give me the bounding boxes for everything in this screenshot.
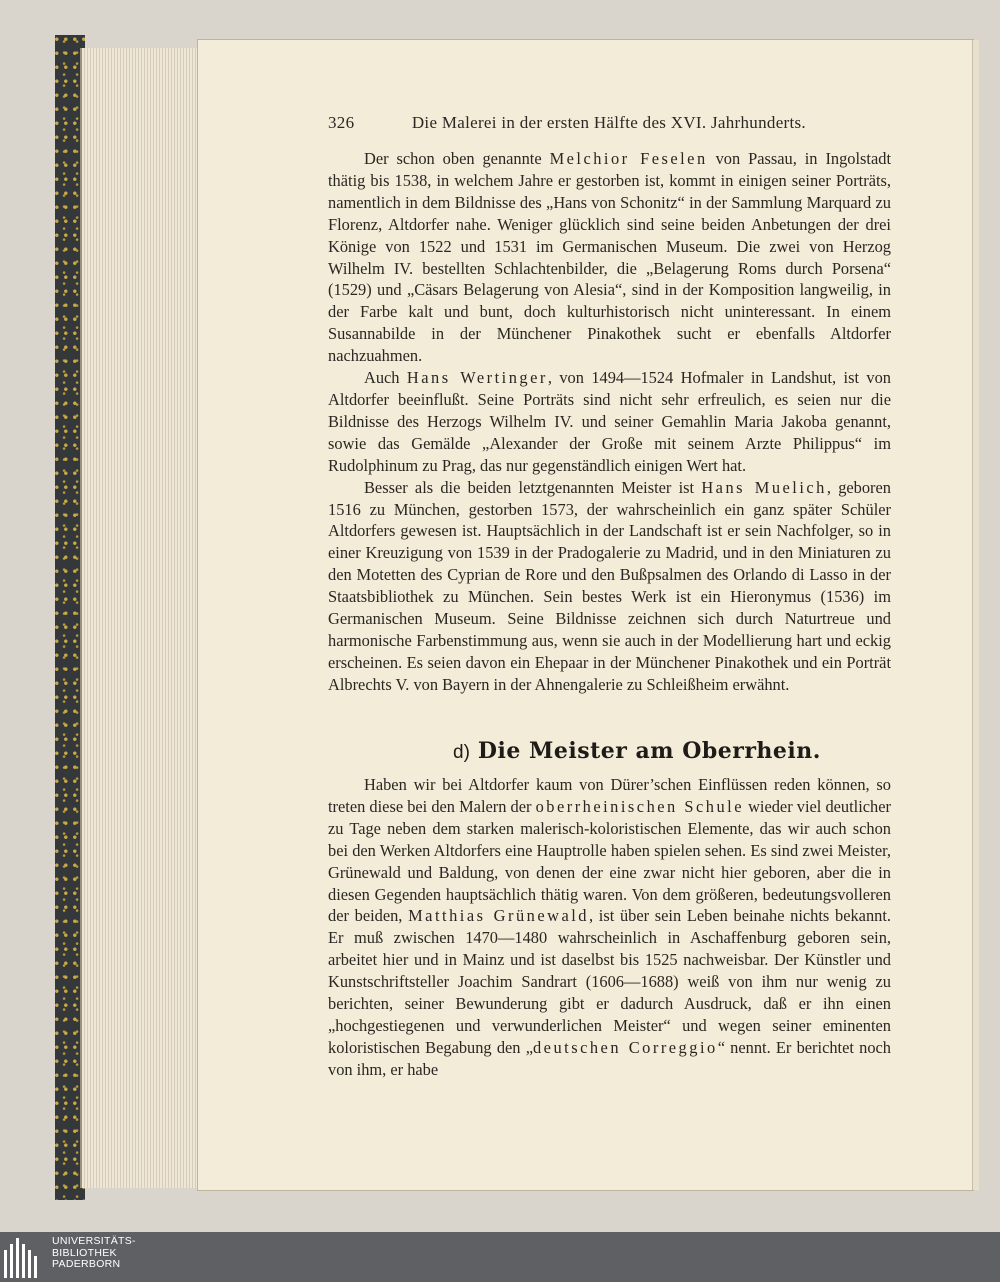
paragraph-muelich: Besser als die beiden letztgenannten Meister ist Hans Muelich, geboren 1516 zu München, gestorben 1573, der wahrscheinlich ein ganz später Schüler Altdorfers gewesen ist. Hauptsächlich in der Landschaft ist er sein Nachfolger, so in einer Kreuzigung von 1539 in der Pradogalerie zu Madrid, und in den Miniaturen zu den Motetten des Cyprian de Rore und den Bußpsalmen des Orlando di Lasso in der Staatsbibliothek zu München. Sein bestes Werk ist ein Hieronymus (1536) im Germanischen Museum. Seine Bildnisse zeichnen sich durch Naturtreue und harmonische Farbenstimmung aus, wenn sie auch in der Modellierung hart und eckig erscheinen. Es seien davon ein Ehepaar in der Münchener Pinakothek und ein Porträt Albrechts V. von Bayern in der Ahnengalerie zu Schleißheim erwähnt. — [328, 477, 891, 694]
name-spaced: Melchior Feselen — [549, 149, 708, 168]
section-heading — [453, 738, 821, 764]
name-spaced: Hans Wertinger — [406, 368, 548, 388]
next-page-edge — [972, 40, 979, 1190]
library-logo-text: UNIVERSITÄTS- BIBLIOTHEK PADERBORN — [52, 1235, 136, 1270]
paragraph-wertinger: Auch Hans Wertinger, von 1494—1524 Hofmaler in Landshut, ist von Altdorfer beeinflußt. Seine Porträts sind nicht sehr erfreulich, es seien nur die Bildnisse des Herzogs Wilhelm IV. und seiner Gemahlin Maria Jakoba genannt, sowie das Gemälde „Alexander der Große mit seinem Arzte Philippus“ im Rudolphinum zu Prag, das nur gegenständlich einigen Wert hat. — [328, 368, 891, 475]
name-spaced: Matthias Grünewald — [408, 906, 589, 926]
term-spaced: oberrheinischen Schule — [535, 796, 744, 816]
paragraph-oberrhein: Haben wir bei Altdorfer kaum von Dürer’schen Einflüssen reden können, so treten diese bei den Malern der oberrheinischen Schule wieder viel deutlicher zu Tage neben dem starken malerisch-koloristischen Elemente, das wir auch schon bei den Werken Altdorfers eine Hauptrolle haben spielen sehen. Es sind zwei Meister, Grünewald und Baldung, von denen der eine zwar nicht hier geboren, aber die in diesen Gegenden hauptsächlich thätig waren. Von dem größeren, bedeutungsvolleren der beiden, Matthias Grünewald, ist über sein Leben beinahe nichts bekannt. Er muß zwischen 1470—1480 wahrscheinlich in Aschaffenburg geboren sein, arbeitet hier und in Mainz und ist daselbst bis 1525 nachweisbar. Der Künstler und Kunstschriftsteller Joachim Sandrart (1606—1688) weiß von ihm nur wenig zu berichten, seiner Bewunderung gibt er dadurch Ausdruck, daß er ihn einen „hochgestiegenen und verwunderlichen Meister“ und wegen seiner eminenten koloristischen Begabung den „deutschen Correggio“ nennt. Er berichtet noch von ihm, er habe — [328, 775, 891, 1079]
page-stack-edge — [80, 48, 200, 1188]
text-block-lower — [328, 774, 891, 1081]
library-logo-icon — [4, 1236, 44, 1278]
running-header — [328, 113, 806, 133]
term-spaced: deutschen Correggio — [532, 1037, 718, 1057]
name-spaced: Hans Muelich — [701, 477, 827, 497]
section-title: Die Meister am Oberrhein. — [477, 738, 821, 764]
running-title: Die Malerei in der ersten Hälfte des XVI. Jahrhunderts. — [411, 113, 806, 132]
section-label: d) — [453, 742, 470, 763]
text-block-upper — [328, 148, 891, 696]
library-footer-bar — [0, 1232, 1000, 1282]
page-number: 326 — [328, 113, 355, 132]
paragraph-feselen: Der schon oben genannte Melchior Feselen von Passau, in Ingolstadt thätig bis 1538, in welchem Jahre er gestorben ist, kommt in einigen seiner Porträts, namentlich in dem Bildnisse des „Hans von Schonitz“ in der Sammlung Marquard zu Florenz, Altdorfer nahe. Weniger glücklich sind seine beiden Anbetungen der drei Könige von 1522 und 1531 im Germanischen Museum. Die zwei von Herzog Wilhelm IV. bestellten Schlachtenbilder, die „Belagerung Roms durch Porsena“ (1529) und „Cäsars Belagerung von Alesia“, sind in der Komposition langweilig, in der Farbe kalt und bunt, doch kulturhistorisch nicht uninteressant. In einem Susannabilde in der Münchener Pinakothek sucht er ebenfalls Altdorfer nachzuahmen. — [328, 149, 891, 366]
